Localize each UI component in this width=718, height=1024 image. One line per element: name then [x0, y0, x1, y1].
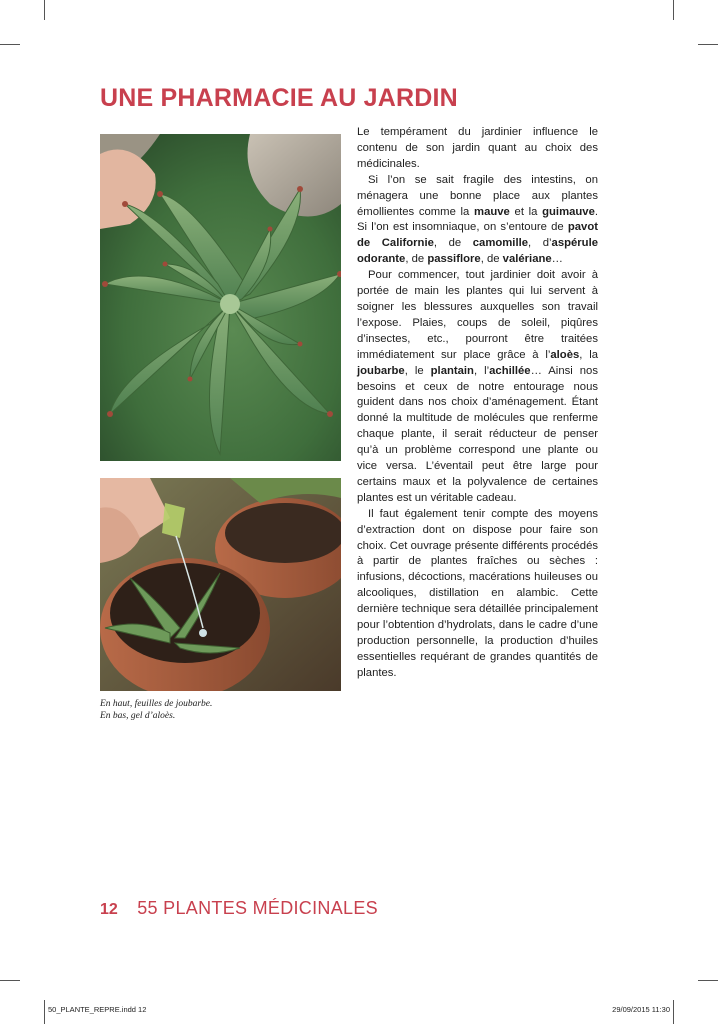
crop-mark	[673, 1000, 674, 1024]
body-text-run: et la	[509, 205, 543, 218]
caption-line-top: En haut, feuilles de joubarbe.	[100, 699, 213, 709]
body-text-run: Si l’on se sait fragile des intestins, on ménagera une bonne place aux plantes émollientes comme la	[357, 173, 598, 218]
article-body	[357, 125, 598, 682]
caption-line-bottom: En bas, gel d’aloès.	[100, 711, 176, 721]
body-paragraph	[357, 173, 598, 268]
page-footer	[100, 898, 378, 919]
plant-name: camomille	[472, 237, 529, 250]
body-text-run: , le	[404, 364, 431, 377]
slug-timestamp: 29/09/2015 11:30	[612, 1005, 670, 1014]
body-text-run: …	[551, 253, 563, 266]
crop-mark	[698, 980, 718, 981]
slug-file: 50_PLANTE_REPRE.indd 12	[48, 1005, 147, 1014]
plant-name: aspérule odorante	[357, 237, 598, 266]
page-number: 12	[100, 901, 118, 918]
body-paragraph	[357, 507, 598, 682]
body-text-run: , d’	[528, 237, 552, 250]
plant-name: guimauve	[542, 205, 595, 218]
crop-mark	[698, 44, 718, 45]
plant-name: achillée	[489, 364, 531, 377]
crop-mark	[44, 1000, 45, 1024]
plant-name: mauve	[474, 205, 510, 218]
aloe-gel-photo	[100, 478, 341, 691]
body-text-run: … Ainsi nos besoins et ceux de notre entourage nous guident dans nos choix d’aménagement. Étant donné la multitude de molécules que renferme chaque plante, il serait réducteur de penser qu’à un problème correspond une plante ou vice versa. L’éventail peut être large pour certains maux et la polyvalence de certaines plantes est un véritable cadeau.	[357, 364, 598, 504]
body-text-run: Pour commencer, tout jardinier doit avoir à portée de main les plantes qui lui servent à soigner les blessures auxquelles son travail l’expose. Plaies, coups de soleil, piqûres d’insectes, etc., pourront être traitées immédiatement sur place grâce à l’	[357, 269, 598, 361]
book-title: 55 PLANTES MÉDICINALES	[137, 898, 378, 918]
body-text-run: , de	[480, 253, 503, 266]
body-text-run: , l’	[473, 364, 490, 377]
body-text-run: , la	[579, 348, 598, 361]
plant-name: plantain	[430, 364, 474, 377]
plant-name: pavot de Californie	[357, 221, 598, 250]
crop-mark	[44, 0, 45, 20]
body-text-run: . Si l’on est insomniaque, on s’entoure de	[357, 205, 598, 234]
crop-mark	[673, 0, 674, 20]
photo-caption	[100, 698, 212, 722]
body-paragraph	[357, 268, 598, 507]
body-text-run: , de	[405, 253, 428, 266]
plant-name: valériane	[502, 253, 552, 266]
plant-name: joubarbe	[357, 364, 405, 377]
body-text-run: Il faut également tenir compte des moyens d’extraction dont on dispose pour faire son choix. Cet ouvrage présente différents procédés à partir de plantes fraîches ou sèches : infusions, décoctions, macérations huileuses ou alcooliques, distillation en alambic. Cette dernière technique sera détaillée principalement pour l’obtention d’hydrolats, dans le cadre d’une production personnelle, la production d’huiles essentielles requérant de grandes quantités de plantes.	[357, 507, 598, 679]
crop-mark	[0, 44, 20, 45]
body-paragraph	[357, 125, 598, 173]
body-text-run: Le tempérament du jardinier influence le contenu de son jardin quant au choix des médicinales.	[357, 126, 598, 170]
plant-name: passiflore	[427, 253, 481, 266]
page-title: UNE PHARMACIE AU JARDIN	[100, 84, 458, 112]
body-text-run: , de	[433, 237, 473, 250]
houseleek-photo	[100, 134, 341, 461]
crop-mark	[0, 980, 20, 981]
plant-name: aloès	[550, 348, 580, 361]
